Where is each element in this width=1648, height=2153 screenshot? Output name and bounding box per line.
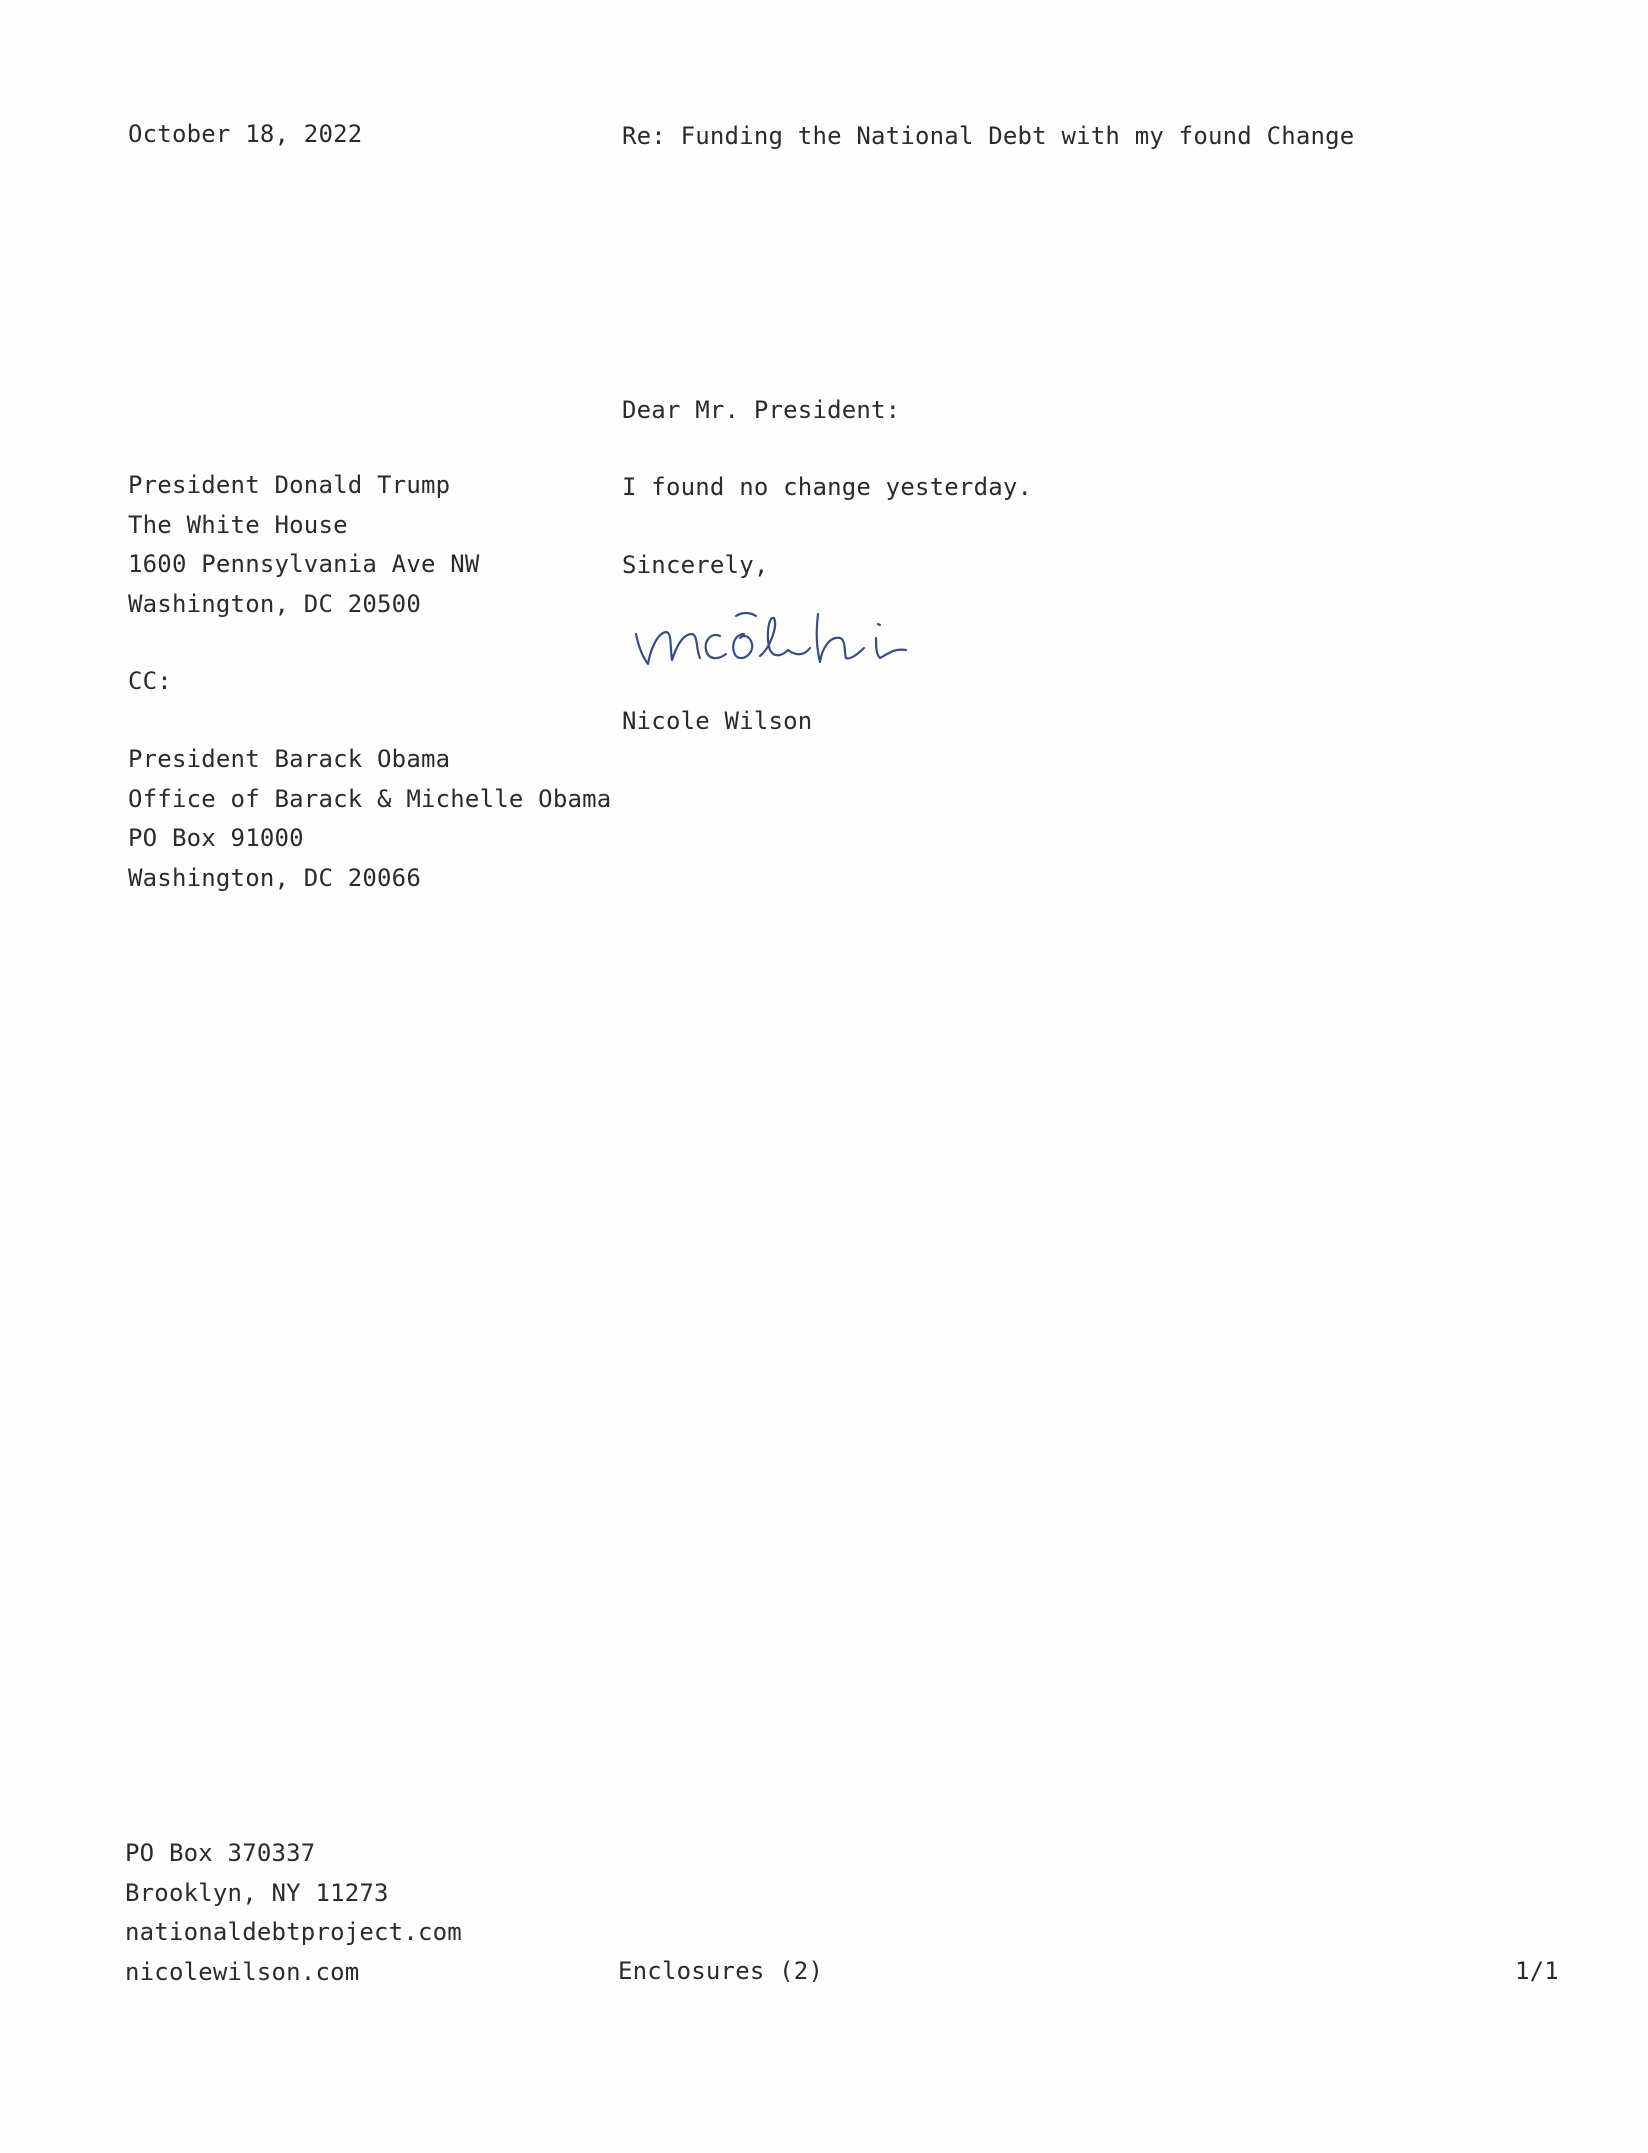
recipient-address-line: The White House bbox=[128, 510, 348, 539]
letter-date: October 18, 2022 bbox=[128, 120, 363, 148]
recipient-address bbox=[128, 466, 480, 624]
cc-address bbox=[128, 740, 611, 898]
handwritten-signature bbox=[632, 604, 962, 684]
letter-subject: Re: Funding the National Debt with my found Change bbox=[622, 122, 1355, 150]
cc-label: CC: bbox=[128, 667, 172, 695]
cc-address-line: PO Box 91000 bbox=[128, 824, 304, 852]
cc-address-line: Washington, DC 20066 bbox=[128, 863, 421, 892]
signer-name: Nicole Wilson bbox=[622, 707, 813, 735]
page-number: 1/1 bbox=[1515, 1957, 1559, 1985]
return-address-line: PO Box 370337 bbox=[125, 1839, 316, 1867]
website-text: nicolewilson.com bbox=[125, 1957, 360, 1986]
website-text: nationaldebtproject.com bbox=[125, 1918, 462, 1946]
recipient-address-line: 1600 Pennsylvania Ave NW bbox=[128, 550, 480, 578]
return-address-line: Brooklyn, NY 11273 bbox=[125, 1878, 389, 1907]
letter-body: I found no change yesterday. bbox=[622, 473, 1033, 501]
recipient-name: President Donald Trump bbox=[128, 471, 451, 499]
closing: Sincerely, bbox=[622, 551, 769, 579]
cc-address-line: Office of Barack & Michelle Obama bbox=[128, 784, 612, 813]
return-address bbox=[125, 1834, 462, 1992]
enclosures-note: Enclosures (2) bbox=[618, 1957, 824, 1985]
salutation: Dear Mr. President: bbox=[622, 396, 901, 424]
recipient-address-line: Washington, DC 20500 bbox=[128, 589, 421, 618]
cc-recipient-name: President Barack Obama bbox=[128, 745, 451, 773]
